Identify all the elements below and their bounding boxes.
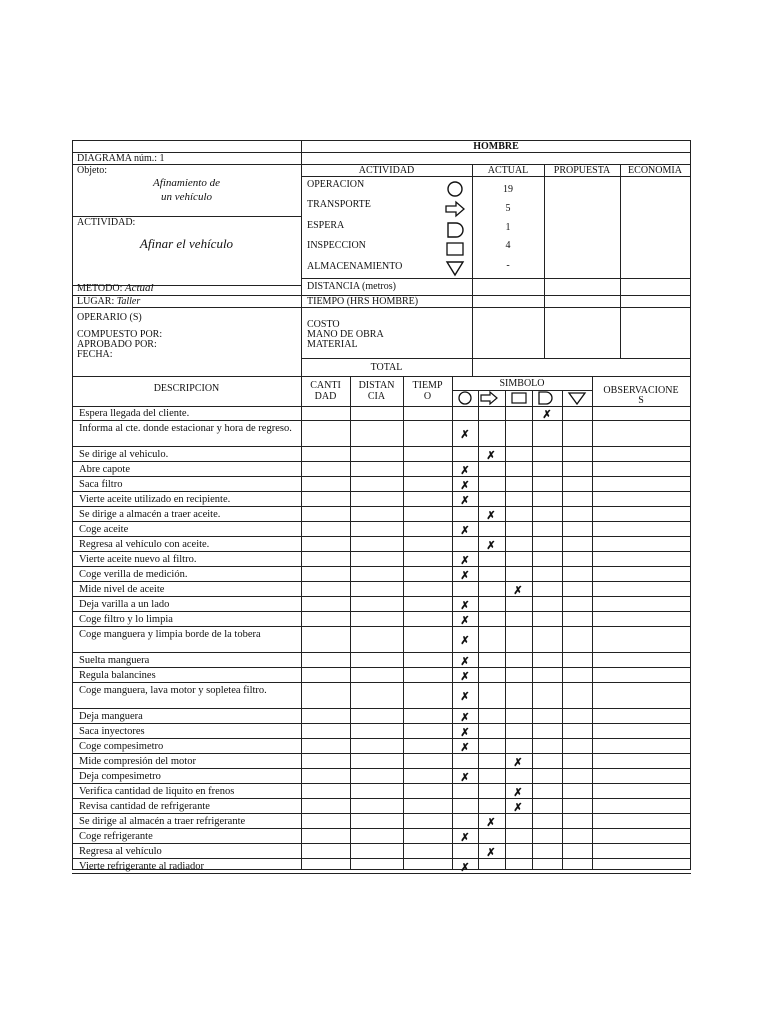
row-description: Coge compesimetro	[79, 741, 164, 752]
row-description: Mide compresión del motor	[79, 756, 196, 767]
transport-arrow-icon	[446, 202, 464, 216]
activity-label: ACTIVIDAD:	[77, 217, 136, 228]
row-symbol-mark: ✗	[460, 464, 470, 477]
table-row	[72, 829, 691, 844]
row-description: Saca inyectores	[79, 726, 145, 737]
table-row	[72, 406, 691, 421]
distance-header-line1: DISTAN	[358, 380, 395, 391]
observations-header-line2: S	[638, 395, 644, 406]
row-symbol-mark: ✗	[460, 479, 470, 492]
row-description: Coge filtro y lo limpia	[79, 614, 173, 625]
place-value: Taller	[116, 296, 141, 307]
row-description: Revisa cantidad de refrigerante	[79, 801, 210, 812]
row-divider	[72, 873, 691, 874]
row-symbol-mark: ✗	[460, 599, 470, 612]
row-description: Vierte aceite utilizado en recipiente.	[79, 494, 231, 505]
table-row	[72, 582, 691, 597]
observations-header-line1: OBSERVACIONE	[603, 385, 679, 396]
table-row	[72, 769, 691, 784]
row-description: Deja varilla a un lado	[79, 599, 170, 610]
row-symbol-mark: ✗	[460, 691, 470, 703]
row-symbol-mark: ✗	[513, 786, 523, 799]
summary-inspection-label: INSPECCION	[307, 240, 366, 251]
row-description: Se dirige al almacén a traer refrigerante	[79, 816, 246, 827]
symbol-header: SIMBOLO	[499, 378, 545, 389]
storage-triangle-icon	[447, 262, 463, 275]
quantity-header-line2: DAD	[314, 391, 337, 402]
row-symbol-mark: ✗	[460, 635, 470, 647]
row-description: Vierte aceite nuevo al filtro.	[79, 554, 197, 565]
row-symbol-mark: ✗	[460, 831, 470, 844]
object-value-line2: un vehículo	[160, 191, 212, 203]
row-symbol-mark: ✗	[460, 741, 470, 754]
summary-cost-label: COSTO	[307, 319, 340, 330]
row-symbol-mark: ✗	[486, 846, 496, 859]
table-row	[72, 507, 691, 522]
inspection-square-icon	[447, 243, 463, 255]
summary-operation-actual: 19	[503, 184, 513, 195]
row-symbol-mark: ✗	[460, 670, 470, 683]
summary-time-label: TIEMPO (HRS HOMBRE)	[307, 296, 419, 307]
place-label: LUGAR:	[77, 296, 115, 307]
date-label: FECHA:	[77, 349, 113, 360]
row-symbol-mark: ✗	[460, 554, 470, 567]
table-row	[72, 567, 691, 582]
process-chart-sheet	[72, 140, 691, 874]
row-symbol-mark: ✗	[513, 801, 523, 814]
summary-actual-header: ACTUAL	[487, 165, 529, 176]
summary-economy-header: ECONOMIA	[628, 165, 682, 176]
table-row	[72, 799, 691, 814]
table-row	[72, 552, 691, 567]
summary-operation-label: OPERACION	[307, 179, 365, 190]
approved-by-label: APROBADO POR:	[77, 339, 157, 350]
summary-wait-actual: 1	[505, 222, 511, 233]
row-symbol-mark: ✗	[486, 816, 496, 829]
row-symbol-mark: ✗	[460, 655, 470, 668]
summary-labor-label: MANO DE OBRA	[307, 329, 384, 340]
row-description: Coge refrigerante	[79, 831, 153, 842]
row-description: Coge aceite	[79, 524, 129, 535]
row-symbol-mark: ✗	[460, 861, 470, 874]
table-row	[72, 653, 691, 668]
table-row	[72, 814, 691, 829]
diagram-number: DIAGRAMA núm.: 1	[77, 153, 165, 164]
summary-storage-label: ALMACENAMIENTO	[307, 261, 403, 272]
row-description: Regula balancines	[79, 670, 156, 681]
quantity-header-line1: CANTI	[310, 380, 341, 391]
table-row	[72, 421, 691, 447]
operation-circle-icon	[459, 392, 471, 404]
summary-proposal-header: PROPUESTA	[553, 165, 611, 176]
row-description: Se dirige a almacén a traer aceite.	[79, 509, 221, 520]
activity-value: Afinar el vehículo	[139, 236, 234, 251]
table-row	[72, 462, 691, 477]
summary-distance-label: DISTANCIA (metros)	[307, 281, 396, 292]
row-description: Mide nivel de aceite	[79, 584, 165, 595]
row-description: Vierte refrigerante al radiador	[79, 861, 205, 872]
table-row	[72, 612, 691, 627]
object-value-line1: Afinamiento de	[153, 177, 220, 189]
table-row	[72, 447, 691, 462]
wait-d-icon	[539, 392, 552, 404]
row-description: Coge manguera, lava motor y sopletea filtro.	[79, 685, 267, 696]
row-description: Regresa al vehículo	[79, 846, 162, 857]
row-description: Se dirige al vehiculo.	[79, 449, 169, 460]
summary-transport-actual: 5	[505, 203, 511, 214]
table-row	[72, 859, 691, 874]
row-symbol-mark: ✗	[513, 756, 523, 769]
summary-total-label: TOTAL	[370, 362, 403, 373]
table-row	[72, 784, 691, 799]
row-symbol-mark: ✗	[460, 524, 470, 537]
row-description: Deja manguera	[79, 711, 143, 722]
row-symbol-mark: ✗	[513, 584, 523, 597]
row-symbol-mark: ✗	[460, 726, 470, 739]
row-symbol-mark: ✗	[486, 509, 496, 522]
row-symbol-mark: ✗	[460, 494, 470, 507]
row-symbol-mark: ✗	[486, 539, 496, 552]
row-description: Regresa al vehículo con aceite.	[79, 539, 210, 550]
wait-d-icon	[448, 223, 463, 237]
table-row	[72, 739, 691, 754]
row-symbol-mark: ✗	[460, 569, 470, 582]
table-row	[72, 537, 691, 552]
row-description: Verifica cantidad de liquito en frenos	[79, 786, 235, 797]
row-symbol-mark: ✗	[542, 408, 552, 421]
table-row	[72, 492, 691, 507]
table-symbol-icons	[452, 390, 592, 406]
row-description: Espera llegada del cliente.	[79, 408, 190, 419]
table-row	[72, 522, 691, 537]
summary-material-label: MATERIAL	[307, 339, 358, 350]
row-description: Abre capote	[79, 464, 131, 475]
table-row	[72, 724, 691, 739]
row-description: Saca filtro	[79, 479, 123, 490]
transport-arrow-icon	[481, 392, 497, 404]
place-row	[77, 296, 140, 307]
table-row	[72, 709, 691, 724]
table-row	[72, 844, 691, 859]
row-description: Coge manguera y limpia borde de la tobera	[79, 629, 261, 640]
summary-transport-label: TRANSPORTE	[307, 199, 371, 210]
row-symbol-mark: ✗	[460, 429, 470, 441]
row-description: Suelta manguera	[79, 655, 150, 666]
description-header: DESCRIPCION	[153, 383, 220, 394]
summary-wait-label: ESPERA	[307, 220, 345, 231]
method-label: METODO:	[77, 283, 123, 294]
object-label: Objeto:	[77, 165, 107, 176]
row-symbol-mark: ✗	[460, 771, 470, 784]
table-row	[72, 597, 691, 612]
summary-activity-header: ACTIVIDAD	[358, 165, 415, 176]
row-symbol-mark: ✗	[460, 711, 470, 724]
inspection-square-icon	[512, 393, 526, 403]
table-row	[72, 477, 691, 492]
table-row	[72, 683, 691, 709]
method-row	[77, 283, 154, 294]
operator-label: OPERARIO (S)	[77, 312, 142, 323]
summary-symbols	[444, 180, 466, 280]
row-description: Informa al cte. donde estacionar y hora de regreso.	[79, 423, 292, 434]
table-row	[72, 627, 691, 653]
row-description: Deja compesimetro	[79, 771, 161, 782]
distance-header-line2: CIA	[367, 391, 386, 402]
storage-triangle-icon	[569, 393, 585, 404]
table-row	[72, 668, 691, 683]
summary-inspection-actual: 4	[505, 240, 511, 251]
row-symbol-mark: ✗	[460, 614, 470, 627]
row-description: Coge verilla de medición.	[79, 569, 188, 580]
time-header-line2: O	[423, 391, 432, 402]
table-row	[72, 754, 691, 769]
time-header-line1: TIEMP	[412, 380, 443, 391]
composed-by-label: COMPUESTO POR:	[77, 329, 163, 340]
method-value: Actual	[124, 282, 154, 294]
worker-type: HOMBRE	[473, 141, 519, 152]
summary-storage-actual: -	[506, 260, 510, 271]
operation-circle-icon	[448, 182, 462, 196]
row-symbol-mark: ✗	[486, 449, 496, 462]
